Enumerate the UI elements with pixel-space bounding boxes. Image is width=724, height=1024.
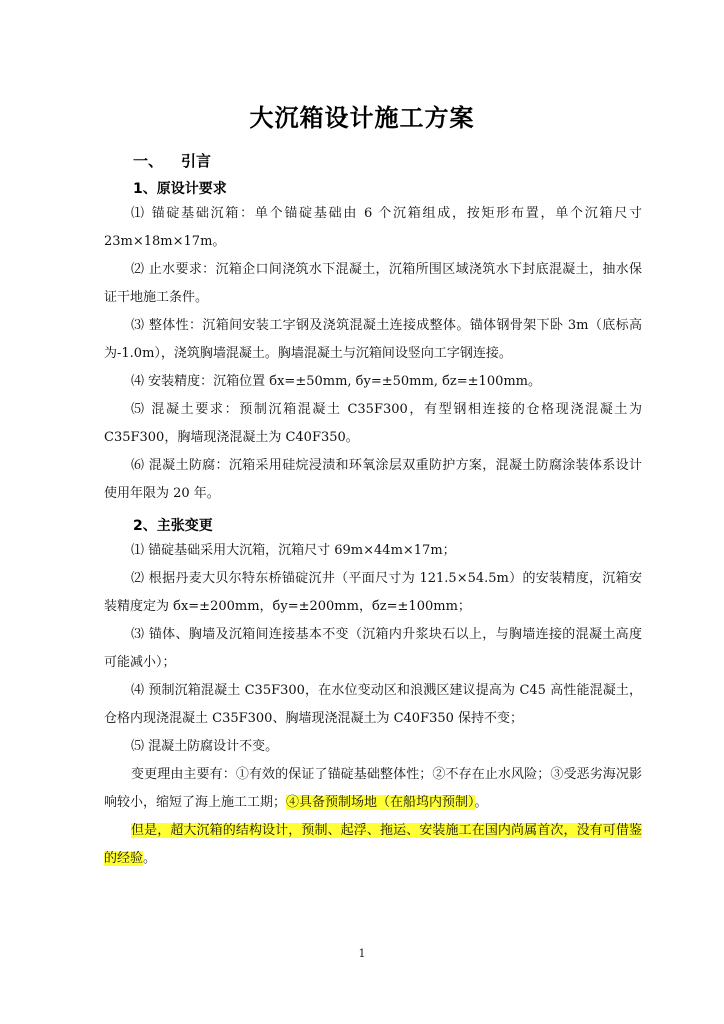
paragraph-install-accuracy: ⑷ 安装精度：沉箱位置 бx=±50mm, бy=±50mm, бz=±100mm。 (131, 374, 542, 389)
subheading-original-design: 1、原设计要求 (133, 181, 227, 197)
reasons-end: 。 (474, 795, 488, 810)
highlighted-warning: 但是，超大沉箱的结构设计，预制、起浮、拖运、安装施工在国内尚属首次，没有可借鉴的经验 (104, 823, 642, 866)
warning-end: 。 (143, 851, 157, 866)
document-title: 大沉箱设计施工方案 (249, 104, 475, 132)
paragraph-concrete-anticorrosion: ⑹ 混凝土防腐：沉箱采用硅烷浸渍和环氧涂层双重防护方案，混凝土防腐涂装体系设计使用年限为 20 年。 (104, 458, 642, 501)
paragraph-concrete-requirements: ⑸ 混凝土要求：预制沉箱混凝土 C35F300，有型钢相连接的仓格现浇混凝土为 C35F300，胸墙现浇混凝土为 C40F350。 (104, 402, 642, 445)
section-label: 引言 (181, 152, 212, 170)
paragraph-water-stop: ⑵ 止水要求：沉箱企口间浇筑水下混凝土，沉箱所围区域浇筑水下封底混凝土，抽水保证干地施工条件。 (104, 262, 642, 305)
paragraph-precast-concrete: ⑷ 预制沉箱混凝土 C35F300，在水位变动区和浪溅区建议提高为 C45 高性能混凝土，仓格内现浇混凝土 C35F300、胸墙现浇混凝土为 C40F350 保持不变； (104, 683, 642, 726)
paragraph-warning (104, 817, 642, 873)
paragraph-install-accuracy-change: ⑵ 根据丹麦大贝尔特东桥锚碇沉井（平面尺寸为 121.5×54.5m）的安装精度，沉箱安装精度定为 бx=±200mm，бy=±200mm，бz=±100mm； (104, 571, 642, 614)
paragraph-change-reasons (104, 761, 642, 817)
highlighted-reason: ④具备预制场地（在船坞内预制） (286, 795, 475, 810)
page-number: 1 (358, 947, 366, 960)
paragraph-anticorrosion-unchanged: ⑸ 混凝土防腐设计不变。 (131, 739, 279, 754)
subheading-proposed-change: 2、主张变更 (133, 518, 213, 534)
paragraph-integrity: ⑶ 整体性：沉箱间安装工字钢及浇筑混凝土连接成整体。锚体钢骨架下卧 3m（底标高为-1.0m），浇筑胸墙混凝土。胸墙混凝土与沉箱间设竖向工字钢连接。 (104, 318, 642, 361)
reasons-text: 变更理由主要有：①有效的保证了锚碇基础整体性；②不存在止水风险；③受恶劣海况影响较小，缩短了海上施工工期； (104, 767, 642, 810)
section-heading-introduction (133, 150, 211, 171)
section-number: 一、 (133, 152, 164, 170)
paragraph-large-caisson: ⑴ 锚碇基础采用大沉箱，沉箱尺寸 69m×44m×17m； (131, 543, 456, 558)
paragraph-caisson-foundation: ⑴ 锚碇基础沉箱：单个锚碇基础由 6 个沉箱组成，按矩形布置，单个沉箱尺寸 23m×18m×17m。 (104, 206, 642, 249)
paragraph-connection-unchanged: ⑶ 锚体、胸墙及沉箱间连接基本不变（沉箱内升浆块石以上，与胸墙连接的混凝土高度可能减小）； (104, 627, 642, 670)
